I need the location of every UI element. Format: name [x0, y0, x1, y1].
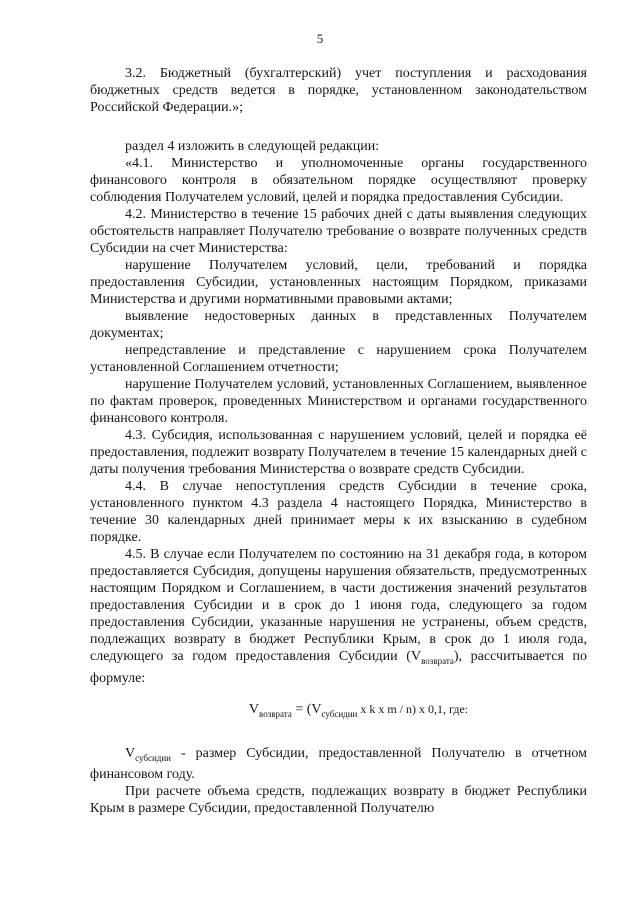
list-item-reporting: непредставление и представление с нарушением срока Получателем установленной Соглашением отчетности;	[90, 343, 587, 375]
formula-equals: = (V	[291, 701, 322, 717]
formula-v-subscript: возврата	[259, 708, 292, 719]
formula	[90, 701, 587, 723]
document-body	[90, 65, 587, 817]
paragraph-4-2: 4.2. Министерство в течение 15 рабочих дней с даты выявления следующих обстоятельств направляет Получателю требование о возврате полученных средств Субсидии на счет Министерства:	[90, 207, 587, 256]
page-number: 5	[316, 31, 324, 46]
definition-v: V	[125, 745, 136, 761]
paragraph-4-3: 4.3. Субсидия, использованная с нарушением условий, целей и порядка её предоставления, подлежит возврату Получателем в течение 15 календарных дней с даты получения требования Министерства о возврате средств Субсидии.	[90, 428, 587, 477]
definition-text: - размер Субсидии, предоставленной Получателю в отчетном финансовом году.	[90, 745, 587, 783]
list-item-audit-violation: нарушение Получателем условий, установленных Соглашением, выявленное по фактам проверок, проведенных Министерством и органами государственного финансового контроля.	[90, 377, 587, 426]
paragraph-4-1: «4.1. Министерство и уполномоченные органы государственного финансового контроля в обязательном порядке осуществляют проверку соблюдения Получателем условий, целей и порядка предоставления Субсидии.	[90, 156, 587, 205]
paragraph-4-4: 4.4. В случае непоступления средств Субсидии в течение срока, установленного пунктом 4.3 раздела 4 настоящего Порядка, Министерство в течение 30 календарных дней принимает меры к их взысканию в судебном порядке.	[90, 479, 587, 545]
paragraph-4-5-text: 4.5. В случае если Получателем по состоянию на 31 декабря года, в котором предоставляется Субсидия, допущены нарушения обязательств, предусмотренных настоящим Порядком и Соглашением, в части достижения значений результатов предоставления Субсидии и в срок до 1 июня года, следующего за годом предоставления Субсидии, указанные нарушения не устранены, объем средств, подлежащих возврату в бюджет Республики Крым, в срок до 1 июля года, следующего за годом предоставления Субсидии	[90, 547, 587, 664]
list-item-false-data: выявление недостоверных данных в представленных Получателем документах;	[90, 309, 587, 341]
paragraph-calculation: При расчете объема средств, подлежащих возврату в бюджет Республики Крым в размере Субсидии, предоставленной Получателю	[90, 784, 587, 817]
paragraph-4-5-v-open: (V	[397, 649, 422, 664]
paragraph-4-5	[90, 546, 587, 687]
paragraph-section-4-intro: раздел 4 изложить в следующей редакции:	[125, 139, 380, 154]
paragraph-3-2: 3.2. Бюджетный (бухгалтерский) учет поступления и расходования бюджетных средств ведется в порядке, установленном законодательством Российской Федерации.»;	[90, 66, 587, 115]
definition-v-subscript: субсидии	[135, 752, 171, 763]
paragraph-4-5-tail: ), рассчитывается по формуле:	[90, 649, 587, 686]
paragraph-4-5-v-subscript: возврата	[421, 655, 454, 666]
formula-rest: x k x m / n) x 0,1, где:	[357, 701, 469, 716]
definition-v-subsidy	[90, 745, 587, 784]
formula-s-subscript: субсидии	[321, 708, 358, 719]
list-item-violation-conditions: нарушение Получателем условий, цели, требований и порядка предоставления Субсидии, установленных настоящим Порядком, приказами Министерства и другими нормативными правовыми актами;	[90, 258, 587, 307]
formula-v: V	[248, 701, 260, 717]
